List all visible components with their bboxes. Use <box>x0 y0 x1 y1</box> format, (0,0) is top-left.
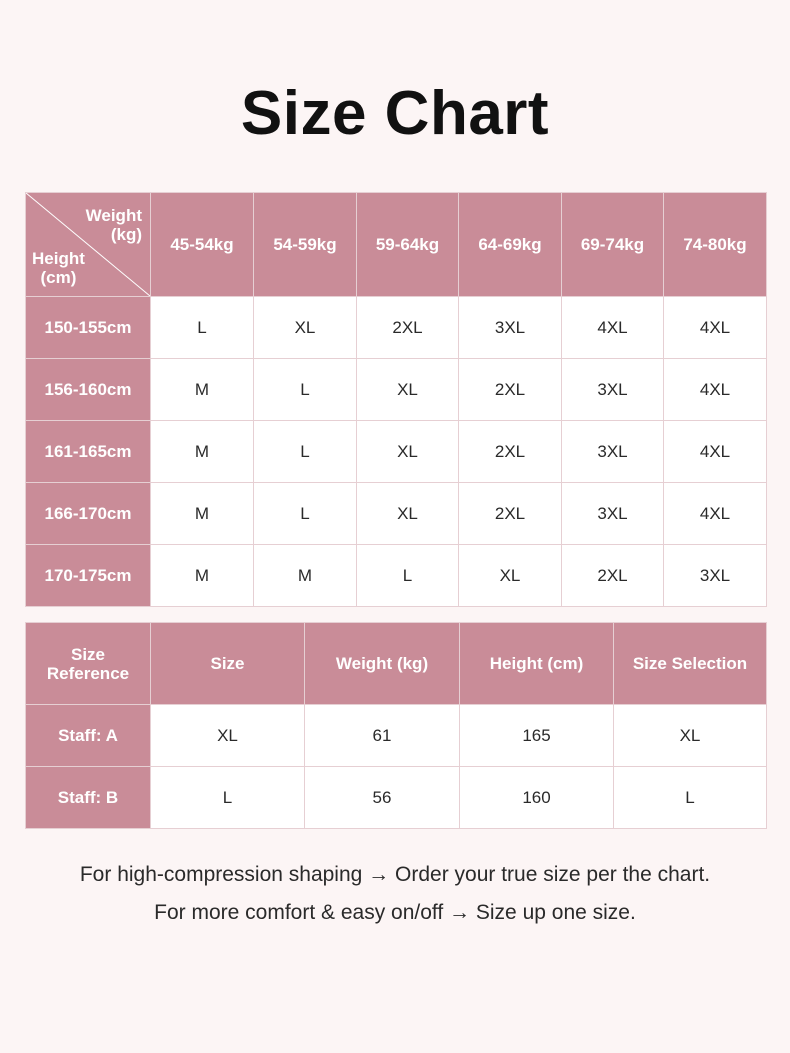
reference-header-row <box>26 623 767 705</box>
page-title: Size Chart <box>240 79 550 148</box>
size-cell: L <box>151 297 254 359</box>
weight-header: 74-80kg <box>664 193 767 297</box>
size-cell: 4XL <box>664 483 767 545</box>
size-cell: L <box>151 767 305 829</box>
height-cell: 160 <box>460 767 614 829</box>
table-row <box>26 767 767 829</box>
size-reference-header-line1: Size <box>70 644 106 664</box>
size-cell: 3XL <box>459 297 562 359</box>
weight-cell: 56 <box>305 767 460 829</box>
size-cell: 3XL <box>562 483 664 545</box>
table-row <box>26 705 767 767</box>
size-cell: M <box>151 545 254 607</box>
size-cell: XL <box>459 545 562 607</box>
height-header: 170-175cm <box>26 545 151 607</box>
size-cell: XL <box>357 483 459 545</box>
size-cell: L <box>254 483 357 545</box>
staff-label: Staff: A <box>26 705 151 767</box>
weight-header: 69-74kg <box>562 193 664 297</box>
table-row <box>26 545 767 607</box>
size-selection-header: Size Selection <box>614 623 767 705</box>
compression-note: For high-compression shaping → Order your true size per the chart. <box>79 863 711 886</box>
size-cell: XL <box>357 421 459 483</box>
sizing-notes <box>0 856 790 932</box>
size-cell: 2XL <box>459 421 562 483</box>
size-header: Size <box>151 623 305 705</box>
weight-header: 59-64kg <box>357 193 459 297</box>
corner-weight-label <box>86 206 142 244</box>
size-cell: 4XL <box>664 421 767 483</box>
table-row <box>26 421 767 483</box>
weight-header: 45-54kg <box>151 193 254 297</box>
selection-cell: L <box>614 767 767 829</box>
size-cell: M <box>151 483 254 545</box>
size-chart-table <box>25 192 767 607</box>
weight-header-row <box>26 193 767 297</box>
weight-header: 54-59kg <box>254 193 357 297</box>
size-cell: L <box>254 421 357 483</box>
size-reference-header-line2: Reference <box>46 663 130 683</box>
comfort-note: For more comfort & easy on/off → Size up one size. <box>154 901 636 924</box>
table-row <box>26 359 767 421</box>
size-cell: 2XL <box>562 545 664 607</box>
corner-weight-unit: (kg) <box>110 225 142 244</box>
staff-label: Staff: B <box>26 767 151 829</box>
size-cell: XL <box>151 705 305 767</box>
size-cell: 2XL <box>459 483 562 545</box>
height-cell: 165 <box>460 705 614 767</box>
size-cell: 2XL <box>357 297 459 359</box>
size-cell: L <box>254 359 357 421</box>
height-cm-header: Height (cm) <box>460 623 614 705</box>
weight-header: 64-69kg <box>459 193 562 297</box>
corner-height-text: Height <box>32 249 85 268</box>
selection-cell: XL <box>614 705 767 767</box>
size-cell: 4XL <box>664 359 767 421</box>
height-header: 161-165cm <box>26 421 151 483</box>
size-cell: M <box>151 421 254 483</box>
size-cell: 4XL <box>664 297 767 359</box>
corner-weight-text: Weight <box>85 206 142 225</box>
size-cell: 3XL <box>562 421 664 483</box>
size-cell: M <box>254 545 357 607</box>
weight-cell: 61 <box>305 705 460 767</box>
size-cell: XL <box>254 297 357 359</box>
size-cell: 4XL <box>562 297 664 359</box>
size-cell: 3XL <box>562 359 664 421</box>
corner-height-label <box>32 249 85 287</box>
size-cell: L <box>357 545 459 607</box>
size-cell: M <box>151 359 254 421</box>
weight-kg-header: Weight (kg) <box>305 623 460 705</box>
table-row <box>26 483 767 545</box>
corner-height-unit: (cm) <box>40 268 77 287</box>
size-reference-table <box>25 622 767 829</box>
size-cell: 2XL <box>459 359 562 421</box>
table-row <box>26 297 767 359</box>
height-header: 150-155cm <box>26 297 151 359</box>
size-cell: 3XL <box>664 545 767 607</box>
height-header: 156-160cm <box>26 359 151 421</box>
size-cell: XL <box>357 359 459 421</box>
corner-header-cell <box>26 193 151 297</box>
size-reference-header <box>26 623 151 705</box>
height-header: 166-170cm <box>26 483 151 545</box>
